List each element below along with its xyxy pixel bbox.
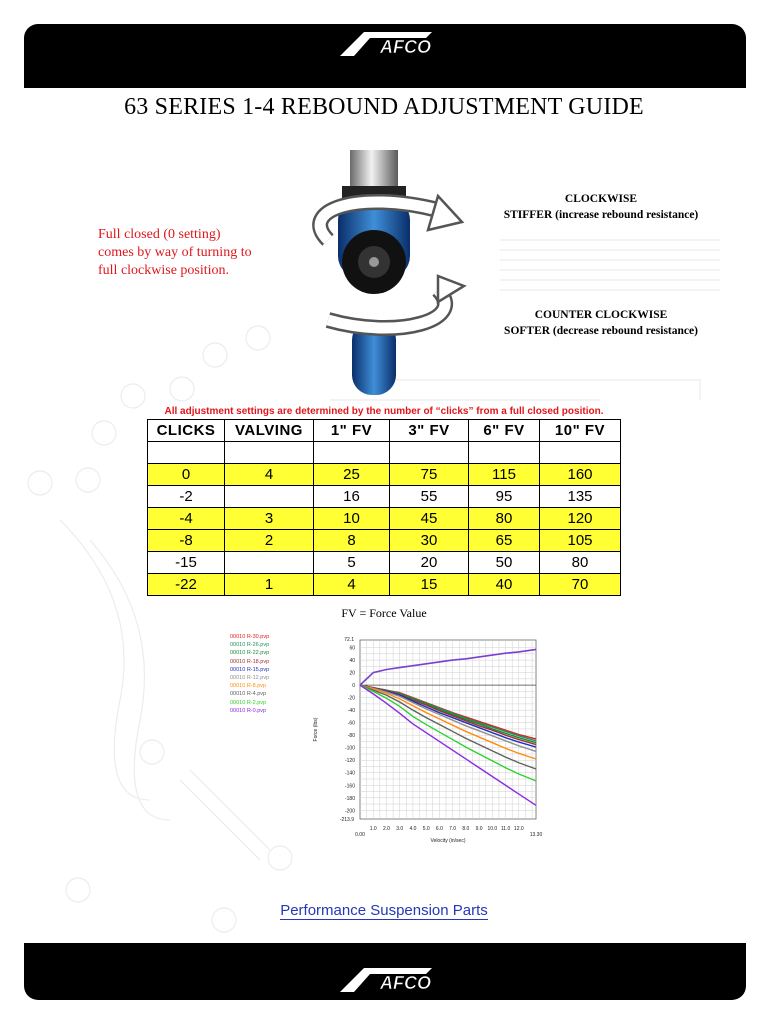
table-cell: 40 [469,574,540,596]
table-cell: 8 [314,530,390,552]
x-tick-label: 5.0 [422,826,430,832]
y-tick-label: -160 [344,783,355,790]
legend-entry: 00010 R-12.pvp [230,675,270,682]
table-cell [469,442,540,464]
table-cell: 25 [314,464,390,486]
legend-entry: 00010 R-0.pvp [230,707,267,714]
table-cell: 115 [469,464,540,486]
table-cell: 75 [390,464,469,486]
y-tick-label: -20 [347,695,355,702]
y-tick-label: -200 [344,808,355,815]
x-tick-label: 10.0 [487,826,498,832]
table-cell: 45 [390,508,469,530]
page-title: 63 SERIES 1-4 REBOUND ADJUSTMENT GUIDE [124,94,644,120]
table-cell: 3 [225,508,314,530]
x-tick-label: 11.0 [500,826,511,832]
table-cell: 160 [540,464,621,486]
y-min-label: -213.9 [339,817,354,823]
table-cell: 5 [314,552,390,574]
header-clicks: CLICKS [148,420,225,442]
header-1in-fv: 1" FV [314,420,390,442]
x-tick-label: 7.0 [449,826,457,832]
table-cell [314,442,390,464]
legend-entry: 00010 R-18.pvp [230,658,270,665]
x-tick-label: 8.0 [462,826,470,832]
svg-text:AFCO: AFCO [380,973,431,993]
svg-text:AFCO: AFCO [380,37,431,57]
chart-legend [230,633,269,715]
table-row [148,530,621,552]
y-axis-label: Force (lbs) [313,717,319,742]
table-cell: 80 [540,552,621,574]
clockwise-heading: CLOCKWISE [564,193,638,205]
clockwise-label [476,191,726,223]
table-cell [225,552,314,574]
header-valving: VALVING [225,420,314,442]
table-cell [148,442,225,464]
x-min-label: 0.00 [355,832,365,838]
x-max-label: 13.30 [529,832,543,838]
note-line: Full closed (0 setting) [98,227,221,242]
table-cell: -8 [148,530,225,552]
y-tick-label: -140 [344,770,355,777]
link-text[interactable]: Performance Suspension Parts [280,902,488,919]
y-tick-label: -80 [347,733,355,740]
table-cell: 2 [225,530,314,552]
table-cell [225,486,314,508]
note-line: comes by way of turning to [98,245,252,260]
legend-entry: 00010 R-30.pvp [230,634,270,640]
x-tick-label: 2.0 [382,826,390,832]
x-tick-label: 3.0 [396,826,404,832]
force-velocity-chart [300,632,550,847]
header-6in-fv: 6" FV [469,420,540,442]
table-cell: -2 [148,486,225,508]
legend-entry: 00010 R-2.pvp [230,699,267,706]
y-max-label: 72.1 [344,637,354,643]
table-cell: 1 [225,574,314,596]
legend-entry: 00010 R-4.pvp [230,691,267,698]
table-cell: 105 [540,530,621,552]
table-cell: 10 [314,508,390,530]
table-cell: 135 [540,486,621,508]
adjustment-note: All adjustment settings are determined by the number of “clicks” from a full closed position. [164,406,604,417]
table-cell: 0 [148,464,225,486]
table-header-row [148,420,621,442]
y-tick-label: 60 [349,645,355,652]
table-cell [225,442,314,464]
note-line: full clockwise position. [98,263,230,278]
table-cell: 15 [390,574,469,596]
y-tick-label: -120 [344,758,355,765]
clockwise-detail: STIFFER (increase rebound resistance) [503,209,699,221]
x-tick-label: 4.0 [409,826,417,832]
x-axis-label: Velocity (in/sec) [430,838,466,844]
table-cell [540,442,621,464]
force-value-table [147,419,621,596]
x-tick-label: 9.0 [475,826,483,832]
y-tick-label: 40 [349,658,355,665]
legend-entry: 00010 R-15.pvp [230,666,270,673]
table-cell: 65 [469,530,540,552]
counter-clockwise-detail: SOFTER (decrease rebound resistance) [504,325,698,337]
table-row [148,486,621,508]
table-cell: 55 [390,486,469,508]
legend-entry: 00010 R-8.pvp [230,683,267,690]
fv-caption: FV = Force Value [341,606,427,620]
table-row [148,574,621,596]
y-tick-label: -40 [347,708,355,715]
table-cell [390,442,469,464]
table-row [148,552,621,574]
afco-logo-top [334,30,438,58]
legend-entry: 00010 R-22.pvp [230,650,270,657]
header-10in-fv: 10" FV [540,420,621,442]
table-cell: 95 [469,486,540,508]
table-cell: 4 [314,574,390,596]
y-tick-label: -180 [344,795,355,802]
table-row [148,464,621,486]
table-cell: 4 [225,464,314,486]
y-tick-label: -60 [347,720,355,727]
table-cell: -4 [148,508,225,530]
table-cell: 30 [390,530,469,552]
shock-adjuster-illustration [288,150,478,400]
legend-entry: 00010 R-26.pvp [230,642,270,649]
counter-clockwise-label [476,307,726,339]
afco-logo-bottom [334,966,438,994]
counter-clockwise-heading: COUNTER CLOCKWISE [534,309,668,321]
x-tick-label: 1.0 [369,826,377,832]
table-cell: 70 [540,574,621,596]
table-cell: 120 [540,508,621,530]
table-cell: -15 [148,552,225,574]
table-cell: -22 [148,574,225,596]
y-tick-label: -100 [344,745,355,752]
full-closed-note [98,226,283,280]
y-tick-label: 0 [352,683,355,690]
table-cell: 20 [390,552,469,574]
table-cell: 50 [469,552,540,574]
performance-suspension-link[interactable] [0,902,768,919]
x-tick-label: 6.0 [435,826,443,832]
table-cell: 80 [469,508,540,530]
table-cell: 16 [314,486,390,508]
table-row [148,508,621,530]
table-row [148,442,621,464]
header-3in-fv: 3" FV [390,420,469,442]
y-tick-label: 20 [349,670,355,677]
x-tick-label: 12.0 [513,826,524,832]
